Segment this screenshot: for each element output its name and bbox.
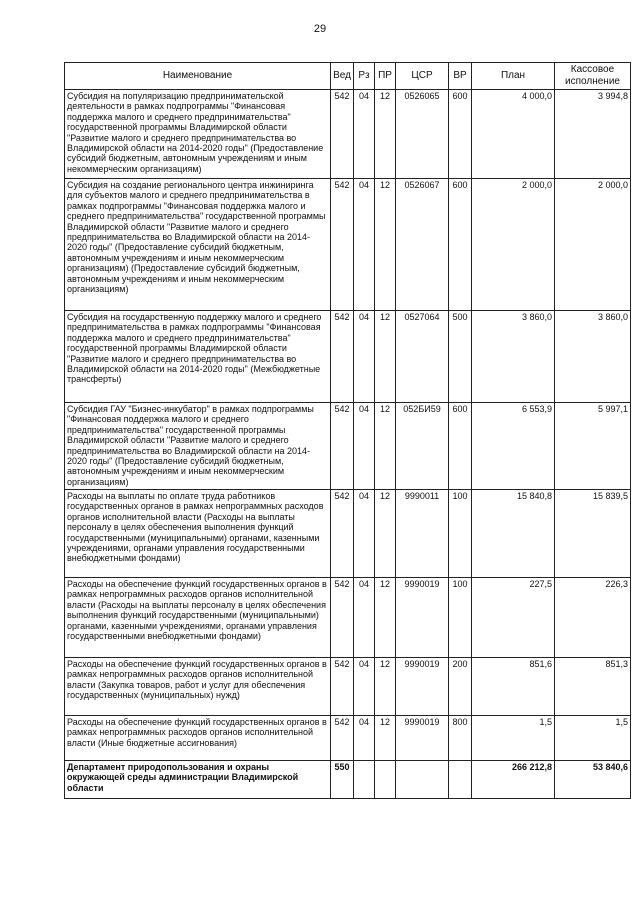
- row-plan: 266 212,8: [472, 761, 555, 799]
- row-rz: 04: [354, 578, 375, 658]
- row-name: Субсидия на создание регионального центра инжиниринга для субъектов малого и среднего предпринимательства в рамках подпрограммы "Финансовая поддержка малого и среднего предпринимательства" государственной программы Владимирской области "Развитие малого и среднего предпринимательства во Владимирской области на 2014-2020 годы" (Предоставление субсидий бюджетным, автономным учреждениям и иным некоммерческим организациям) (Предоставление субсидий бюджетным, автономным учреждениям и иным некоммерческим организациям): [65, 179, 331, 311]
- row-rz: 04: [354, 490, 375, 578]
- row-plan: 1,5: [472, 716, 555, 761]
- row-plan: 3 860,0: [472, 311, 555, 403]
- row-plan: 4 000,0: [472, 90, 555, 179]
- row-rz: 04: [354, 716, 375, 761]
- header-cash: Кассовое исполнение: [555, 63, 631, 90]
- row-ved: 542: [331, 311, 354, 403]
- row-ved: 542: [331, 578, 354, 658]
- row-cash: 851,3: [555, 658, 631, 716]
- row-csr: 9990019: [396, 716, 449, 761]
- row-pr: 12: [375, 90, 396, 179]
- header-csr: ЦСР: [396, 63, 449, 90]
- row-name: Расходы на выплаты по оплате труда работников государственных органов в рамках непрограммных расходов органов исполнительной власти (Расходы на выплаты персоналу в целях обеспечения выполнения функций государственными (муниципальными) органами, казенными учреждениями, органами управления государственными внебюджетными фондами): [65, 490, 331, 578]
- row-name: Субсидия на государственную поддержку малого и среднего предпринимательства в рамках подпрограммы "Финансовая поддержка малого и среднего предпринимательства" государственной программы Владимирской области "Развитие малого и среднего предпринимательства во Владимирской области на 2014-2020 годы" (Межбюджетные трансферты): [65, 311, 331, 403]
- row-vr: 600: [449, 403, 472, 490]
- budget-table: [64, 62, 631, 799]
- row-cash: 226,3: [555, 578, 631, 658]
- page-number: 29: [313, 23, 327, 35]
- row-name: Расходы на обеспечение функций государственных органов в рамках непрограммных расходов органов исполнительной власти (Иные бюджетные ассигнования): [65, 716, 331, 761]
- row-vr: 800: [449, 716, 472, 761]
- row-pr: 12: [375, 658, 396, 716]
- row-cash: 2 000,0: [555, 179, 631, 311]
- row-vr: 100: [449, 578, 472, 658]
- row-rz: 04: [354, 403, 375, 490]
- row-name: Субсидия ГАУ "Бизнес-инкубатор" в рамках подпрограммы "Финансовая поддержка малого и среднего предпринимательства" государственной программы Владимирской области "Развитие малого и среднего предпринимательства во Владимирской области на 2014-2020 годы" (Предоставление субсидий бюджетным, автономным учреждениям и иным некоммерческим организациям): [65, 403, 331, 490]
- row-pr: 12: [375, 403, 396, 490]
- row-cash: 5 997,1: [555, 403, 631, 490]
- header-pr: ПР: [375, 63, 396, 90]
- header-vr: ВР: [449, 63, 472, 90]
- row-csr: 0526067: [396, 179, 449, 311]
- row-csr: 0526065: [396, 90, 449, 179]
- row-csr: [396, 761, 449, 799]
- row-csr: 9990011: [396, 490, 449, 578]
- table-row: [65, 179, 631, 311]
- header-ved: Вед: [331, 63, 354, 90]
- row-name: Департамент природопользования и охраны окружающей среды администрации Владимирской области: [65, 761, 331, 799]
- row-vr: [449, 761, 472, 799]
- row-vr: 200: [449, 658, 472, 716]
- row-ved: 542: [331, 658, 354, 716]
- table-row: [65, 578, 631, 658]
- header-name: Наименование: [65, 63, 331, 90]
- row-vr: 600: [449, 90, 472, 179]
- row-pr: 12: [375, 716, 396, 761]
- row-vr: 100: [449, 490, 472, 578]
- row-plan: 2 000,0: [472, 179, 555, 311]
- row-rz: 04: [354, 658, 375, 716]
- row-csr: 0527064: [396, 311, 449, 403]
- row-ved: 542: [331, 716, 354, 761]
- row-rz: 04: [354, 179, 375, 311]
- row-pr: 12: [375, 179, 396, 311]
- row-csr: 9990019: [396, 658, 449, 716]
- row-name: Субсидия на популяризацию предпринимательской деятельности в рамках подпрограммы "Финансовая поддержка малого и среднего предпринимательства" государственной программы Владимирской области "Развитие малого и среднего предпринимательства во Владимирской области на 2014-2020 годы" (Предоставление субсидий бюджетным, автономным учреждениям и иным некоммерческим организациям): [65, 90, 331, 179]
- row-pr: 12: [375, 311, 396, 403]
- row-pr: 12: [375, 490, 396, 578]
- row-plan: 6 553,9: [472, 403, 555, 490]
- row-plan: 227,5: [472, 578, 555, 658]
- table-row: [65, 90, 631, 179]
- table-row: [65, 403, 631, 490]
- row-plan: 15 840,8: [472, 490, 555, 578]
- row-csr: 9990019: [396, 578, 449, 658]
- row-vr: 600: [449, 179, 472, 311]
- row-rz: 04: [354, 90, 375, 179]
- table-row: [65, 490, 631, 578]
- row-name: Расходы на обеспечение функций государственных органов в рамках непрограммных расходов органов исполнительной власти (Закупка товаров, работ и услуг для обеспечения государственных (муниципальных) нужд): [65, 658, 331, 716]
- row-ved: 542: [331, 179, 354, 311]
- row-plan: 851,6: [472, 658, 555, 716]
- row-pr: [375, 761, 396, 799]
- row-csr: 052БИ59: [396, 403, 449, 490]
- row-cash: 1,5: [555, 716, 631, 761]
- row-ved: 550: [331, 761, 354, 799]
- row-pr: 12: [375, 578, 396, 658]
- row-ved: 542: [331, 490, 354, 578]
- row-cash: 53 840,6: [555, 761, 631, 799]
- row-cash: 3 994,8: [555, 90, 631, 179]
- row-rz: [354, 761, 375, 799]
- header-rz: Рз: [354, 63, 375, 90]
- row-rz: 04: [354, 311, 375, 403]
- row-ved: 542: [331, 403, 354, 490]
- row-vr: 500: [449, 311, 472, 403]
- table-row: [65, 658, 631, 716]
- row-ved: 542: [331, 90, 354, 179]
- row-cash: 15 839,5: [555, 490, 631, 578]
- row-name: Расходы на обеспечение функций государственных органов в рамках непрограммных расходов органов исполнительной власти (Расходы на выплаты персоналу в целях обеспечения выполнения функций государственными (муниципальными) органами, казенными учреждениями, органами управления государственными внебюджетными фондами): [65, 578, 331, 658]
- table-row-department-total: [65, 761, 631, 799]
- row-cash: 3 860,0: [555, 311, 631, 403]
- table-header-row: [65, 63, 631, 90]
- table-row: [65, 311, 631, 403]
- table-row: [65, 716, 631, 761]
- header-plan: План: [472, 63, 555, 90]
